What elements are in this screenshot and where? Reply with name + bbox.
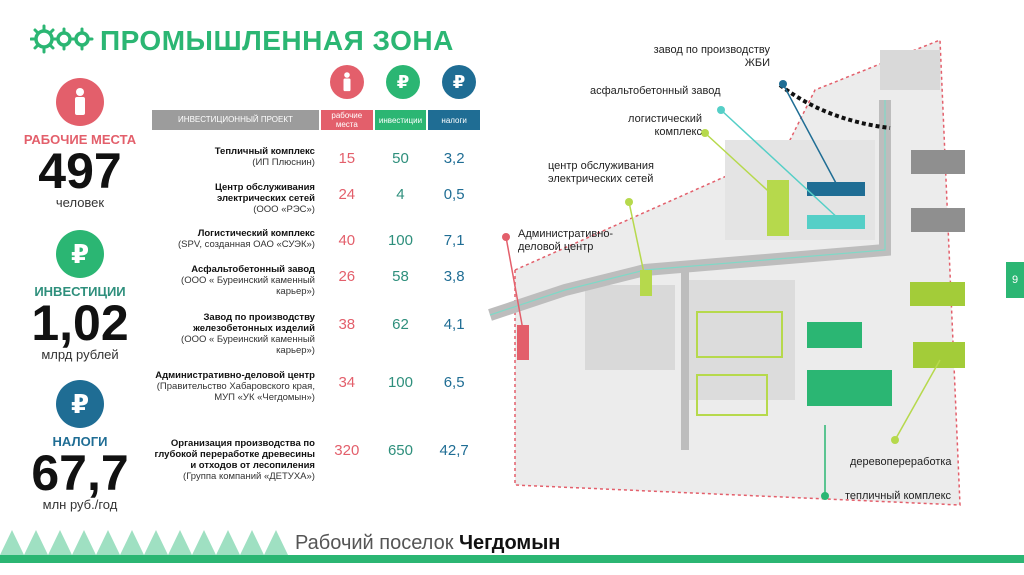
- row-jobs: 320: [334, 442, 360, 459]
- header-investment: инвестиции: [375, 110, 427, 130]
- row-name: Организация производства по глубокой переработке древесины и отходов от лесопиления: [154, 438, 315, 471]
- ruble-icon: ₽: [56, 380, 104, 428]
- stat-unit: млн руб./год: [42, 497, 118, 512]
- ruble-icon: ₽: [56, 230, 104, 278]
- label-electric: центр обслуживания электрических сетей: [548, 160, 654, 185]
- footer-bar: [0, 555, 1024, 563]
- electric-building: [640, 270, 652, 296]
- table-row: [152, 146, 482, 168]
- zone-map: [485, 30, 965, 520]
- ruble-icon: ₽: [386, 65, 420, 99]
- stat-unit: млрд рублей: [41, 347, 119, 362]
- label-greenhouse: тепличный комплекс: [845, 490, 952, 502]
- label-asphalt: асфальтобетонный завод: [590, 85, 721, 97]
- stat-value: 67,7: [31, 445, 129, 501]
- row-org: (Правительство Хабаровского края, МУП «УК «Чегдомын»): [156, 381, 315, 403]
- row-taxes: 0,5: [443, 186, 465, 203]
- row-jobs: 24: [338, 186, 356, 203]
- row-taxes: 7,1: [443, 232, 465, 249]
- stat-label: ИНВЕСТИЦИИ: [34, 284, 126, 299]
- table-header: [152, 110, 482, 130]
- label-admin: Административно-деловой центр: [518, 228, 614, 253]
- footer-location: [295, 532, 560, 555]
- row-name: Асфальтобетонный завод: [191, 264, 315, 275]
- table-row: [152, 438, 482, 482]
- person-icon: [330, 65, 364, 99]
- row-investment: 100: [387, 232, 413, 249]
- investment-table: [152, 110, 482, 482]
- row-name: Центр обслуживания электрических сетей: [214, 182, 315, 204]
- header-project: ИНВЕСТИЦИОННЫЙ ПРОЕКТ: [152, 110, 319, 130]
- row-investment: 4: [396, 186, 405, 203]
- row-taxes: 3,2: [443, 150, 465, 167]
- stat-label: НАЛОГИ: [52, 434, 108, 449]
- footer-prefix: Рабочий поселок: [295, 532, 454, 554]
- row-taxes: 42,7: [439, 442, 469, 459]
- header-taxes: налоги: [428, 110, 480, 130]
- person-icon: [56, 78, 104, 126]
- row-name: Завод по производству железобетонных изделий: [193, 312, 315, 334]
- row-name: Административно-деловой центр: [155, 370, 315, 381]
- table-row: [152, 182, 482, 215]
- stat-unit: человек: [55, 195, 105, 210]
- stat-jobs: [0, 78, 160, 210]
- row-name: Тепличный комплекс: [214, 146, 315, 157]
- row-investment: 58: [392, 268, 409, 285]
- header-jobs: рабочие места: [321, 110, 373, 130]
- zone-boundary: [515, 40, 960, 505]
- table-row: [152, 370, 482, 403]
- stat-taxes: [0, 380, 160, 512]
- table-row: [152, 228, 482, 250]
- stat-label: РАБОЧИЕ МЕСТА: [23, 132, 137, 147]
- label-wood: деревопереработка: [850, 456, 952, 468]
- ruble-icon: ₽: [442, 65, 476, 99]
- row-org: (Группа компаний «ДЕТУХА»): [183, 471, 315, 482]
- stat-value: 1,02: [31, 295, 129, 351]
- row-jobs: 40: [338, 232, 356, 249]
- row-jobs: 26: [338, 268, 356, 285]
- label-logistics: логистический комплекс: [628, 113, 702, 138]
- map-gray-building: [911, 208, 965, 232]
- admin-building: [517, 325, 529, 360]
- logistics-building: [767, 180, 789, 236]
- page-title: ПРОМЫШЛЕННАЯ ЗОНА: [100, 25, 454, 56]
- row-jobs: 15: [338, 150, 356, 167]
- row-org: (ООО « Буреинский каменный карьер»): [181, 275, 315, 297]
- row-org: (ООО « Буреинский каменный карьер»): [181, 334, 315, 356]
- row-org: (SPV, созданная ОАО «СУЭК»): [178, 239, 315, 250]
- map-gray-building: [911, 150, 965, 174]
- row-investment: 50: [392, 150, 409, 167]
- row-taxes: 6,5: [443, 374, 465, 391]
- row-investment: 650: [387, 442, 413, 459]
- row-org: (ООО «РЭС»): [253, 204, 315, 215]
- map-block: [585, 285, 675, 370]
- row-investment: 100: [387, 374, 413, 391]
- stat-value: 497: [38, 143, 122, 199]
- row-org: (ИП Плюснин): [252, 157, 315, 168]
- greenhouse-building: [807, 322, 862, 348]
- greenhouse-building: [807, 370, 892, 406]
- stat-investment: [0, 230, 160, 362]
- row-name: Логистический комплекс: [197, 228, 315, 239]
- row-jobs: 34: [338, 374, 356, 391]
- row-taxes: 4,1: [443, 316, 465, 333]
- map-block: [880, 50, 940, 90]
- table-row: [152, 264, 482, 297]
- label-zhbi: завод по производству ЖБИ: [653, 44, 770, 69]
- table-row: [152, 312, 482, 356]
- footer-place: Чегдомын: [459, 532, 561, 554]
- map-block: [685, 280, 795, 400]
- row-jobs: 38: [338, 316, 356, 333]
- row-investment: 62: [392, 316, 409, 333]
- row-taxes: 3,8: [443, 268, 465, 285]
- wood-building: [910, 282, 965, 306]
- wood-building: [913, 342, 965, 368]
- page-number-badge: 9: [1006, 262, 1024, 298]
- gears-icon: [30, 22, 94, 56]
